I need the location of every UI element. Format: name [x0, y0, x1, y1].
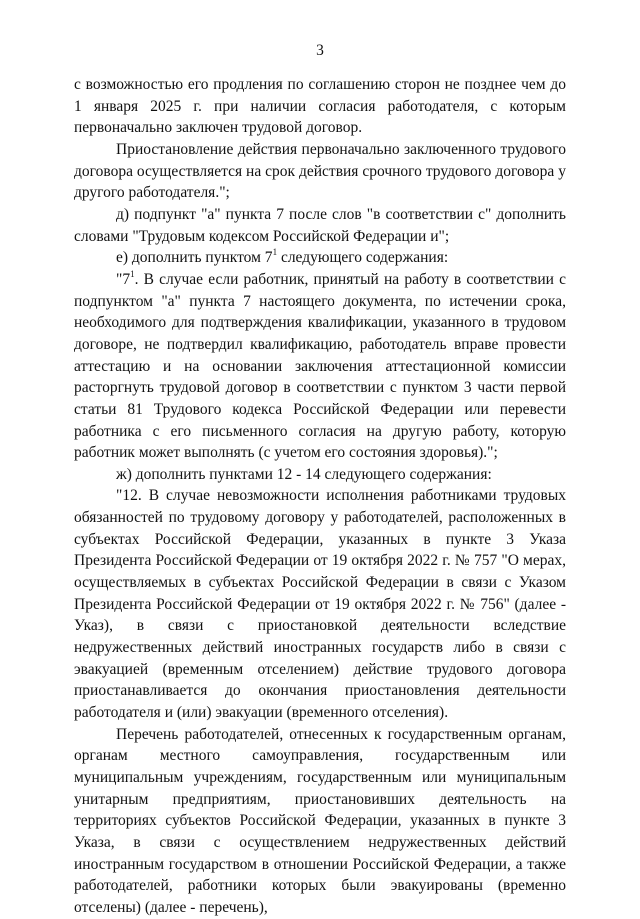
item-7-1-number: "7	[116, 270, 131, 288]
paragraph-item-7-1	[74, 269, 566, 464]
superscript: 1	[130, 268, 135, 279]
page-number: 3	[316, 42, 324, 59]
document-body	[74, 74, 566, 919]
paragraph-continuation: с возможностью его продления по соглашению сторон не позднее чем до 1 января 2025 г. при наличии согласия работодателя, с которым первоначально заключен трудовой договор.	[74, 76, 566, 137]
paragraph-item-12: "12. В случае невозможности исполнения работниками трудовых обязанностей по трудовому договору у работодателей, расположенных в субъектах Российской Федерации, указанных в пункте 3 Указа Президента Российской Федерации от 19 октября 2022 г. № 757 "О мерах, осуществляемых в субъектах Российской Федерации в связи с Указом Президента Российской Федерации от 19 октября 2022 г. № 756" (далее - Указ), в связи с приостановкой деятельности вследствие недружественных действий иностранных государств либо в связи с эвакуацией (временным отселением) действие трудового договора приостанавливается до окончания приостановления деятельности работодателя и (или) эвакуации (временного отселения).	[74, 487, 566, 722]
item-7-1-text: . В случае если работник, принятый на работу в соответствии с подпунктом "а" пункта 7 настоящего документа, по истечении срока, необходимого для подтверждения квалификации, указанного в трудовом договоре, не подтвердил квалификацию, работодатель вправе провести аттестацию и на основании заключения аттестационной комиссии расторгнуть трудовой договор в соответствии с пунктом 3 части первой статьи 81 Трудового кодекса Российской Федерации или перевести работника с его письменного согласия на другую работу, которую работник может выполнять (с учетом его состояния здоровья).";	[74, 270, 566, 462]
subitem-e-text: е) дополнить пунктом 7	[116, 249, 273, 267]
paragraph-suspension-term: Приостановление действия первоначально заключенного трудового договора осуществляется на срок действия срочного трудового договора у другого работодателя.";	[74, 140, 566, 202]
paragraph-subitem-d: д) подпункт "а" пункта 7 после слов "в соответствии с" дополнить словами "Трудовым кодексом Российской Федерации и";	[74, 205, 566, 245]
paragraph-subitem-zh: ж) дополнить пунктами 12 - 14 следующего содержания:	[116, 465, 492, 483]
superscript: 1	[272, 247, 278, 258]
paragraph-subitem-e	[74, 247, 566, 269]
paragraph-employers-list: Перечень работодателей, отнесенных к государственным органам, органам местного самоуправления, государственным или муниципальным учреждениям, государственным или муниципальным унитарным предприятиям, приостановивших деятельность на территориях субъектов Российской Федерации, указанных в пункте 3 Указа, в связи с осуществлением недружественных действий иностранным государством в отношении Российской Федерации, а также работодателей, работники которых были эвакуированы (временно отселены) (далее - перечень),	[74, 725, 566, 916]
subitem-e-text-end: следующего содержания:	[277, 249, 449, 267]
